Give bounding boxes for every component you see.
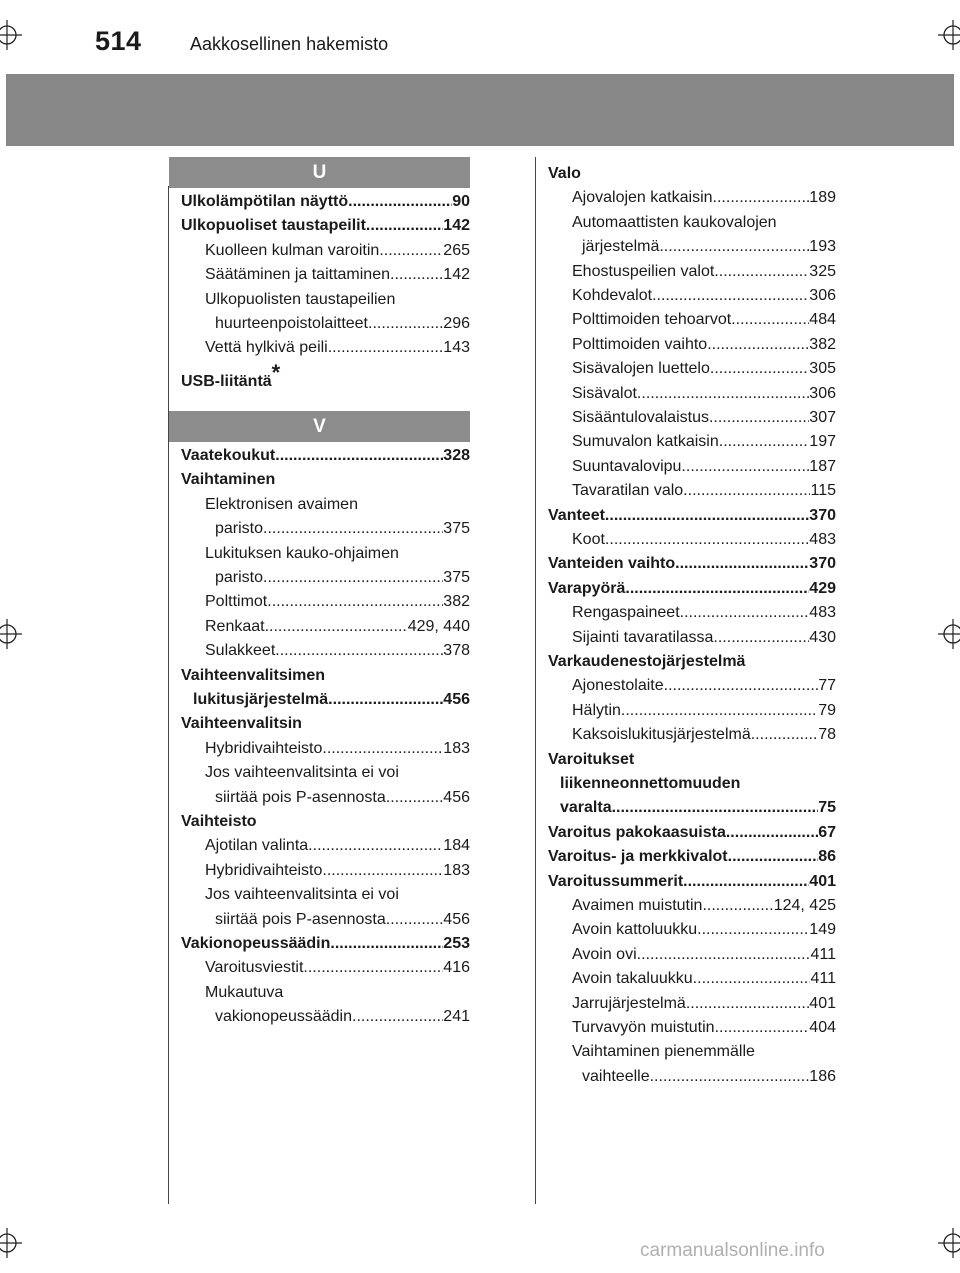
index-entry [205,263,470,287]
registration-mark-mid-right-icon [938,619,960,649]
leader-dots [263,517,443,541]
index-entry [548,504,836,528]
entry-text: Jos vaihteenvalitsinta ei voi [205,764,399,782]
entry-text: Sijainti tavaratilassa [572,628,714,646]
entry-text: Vanteet [548,506,605,524]
page-reference: 404 [809,1019,836,1036]
index-entry [572,357,836,381]
page-reference: 186 [809,1067,836,1085]
page-reference: 296 [443,315,470,332]
page-reference: 306 [809,287,836,304]
entry-text: Sisävalot [572,384,637,402]
leader-dots [275,444,443,468]
entry-text: Varapyörä [548,579,626,597]
leader-dots [308,834,443,858]
leader-dots [263,566,443,590]
header-band [6,74,954,146]
page-reference: 382 [443,593,470,611]
index-entry [572,430,836,454]
leader-dots [612,796,819,820]
index-entry [205,239,470,263]
page-reference: 183 [443,739,470,757]
page-reference: 325 [809,262,836,280]
leader-dots [625,577,809,601]
page-reference: 483 [809,604,836,622]
page-reference: 305 [809,360,836,378]
entry-text: Varkaudenestojärjestelmä [548,653,746,670]
index-entry [215,517,470,541]
entry-text: Vaihtaminen [181,471,276,489]
leader-dots [386,908,444,932]
registration-mark-top-left-icon [0,20,22,50]
entry-text: siirtää pois P-asennosta [215,788,386,806]
page-number: 514 [95,26,142,56]
index-entry [572,992,836,1016]
index-entry [572,406,836,430]
entry-text: Vaatekoukut [181,447,276,464]
page-reference: 124, 425 [773,897,836,914]
index-entry [181,932,470,956]
page-reference: 370 [809,555,836,573]
index-entry [181,810,470,834]
page-reference: 189 [809,189,836,207]
page-reference: 142 [443,217,470,235]
index-entry [205,834,470,858]
index-entry [181,361,470,394]
leader-dots [715,1016,810,1040]
leader-dots [710,357,809,381]
page-reference: 416 [443,959,470,977]
index-entry [181,214,470,238]
index-entry [548,162,836,186]
entry-text: Varoitussummerit [548,872,684,890]
index-entry [548,748,836,772]
section-header-u: U [169,157,470,188]
page-reference: 253 [443,935,470,952]
page-reference: 184 [443,837,470,855]
leader-dots [330,932,443,956]
index-entry [205,288,470,312]
leader-dots [605,504,809,528]
entry-text: Valo [548,165,581,182]
leader-dots [352,1005,443,1029]
entry-text: lukitusjärjestelmä [193,691,329,708]
entry-text: Polttimot [205,593,268,611]
leader-dots [379,239,443,263]
page-reference: 307 [809,409,836,426]
index-entry [181,664,470,688]
page-reference: 378 [443,642,470,660]
leader-dots [386,786,444,810]
leader-dots [697,918,809,942]
leader-dots [686,992,809,1016]
entry-text: Ajovalojen katkaisin [572,189,713,207]
page-reference: 265 [443,241,470,259]
entry-text: Säätäminen ja taittaminen [205,266,390,284]
entry-text: Avoin kattoluukku [572,921,698,939]
entry-text: järjestelmä [582,238,660,256]
entry-text: Vaihtaminen pienemmälle [572,1043,755,1061]
index-entry [572,308,836,332]
page-reference: 193 [809,238,836,256]
index-entry [572,894,836,918]
entry-text: Automaattisten kaukovalojen [572,213,777,231]
leader-dots [328,688,443,712]
page-reference: 401 [809,994,836,1012]
entry-text: Vaihteisto [181,813,257,830]
leader-dots [713,186,810,210]
entry-text: Kohdevalot [572,287,653,304]
entry-text: Polttimoiden vaihto [572,335,708,353]
entry-text: paristo [215,569,264,586]
index-entry [572,333,836,357]
leader-dots [681,455,809,479]
leader-dots [713,626,809,650]
index-entry [181,468,470,492]
leader-dots [275,639,443,663]
entry-text: Vettä hylkivä peili [205,339,328,357]
leader-dots [702,894,773,918]
leader-dots [675,552,809,576]
leader-dots [709,406,809,430]
entry-text: Sulakkeet [205,642,276,660]
index-entry [572,260,836,284]
leader-dots [683,870,809,894]
leader-dots [368,312,443,336]
leader-dots [650,1065,810,1089]
entry-text: vakionopeussäädin [215,1008,352,1026]
index-entry [572,626,836,650]
entry-text: Vaihteenvalitsimen [181,666,326,684]
index-entry [548,870,836,894]
index-entry [560,772,836,796]
index-entry [215,566,470,590]
page-reference: 382 [809,335,836,353]
registration-mark-bottom-left-icon [0,1228,22,1258]
page-reference: 328 [443,447,470,464]
leader-dots [680,601,810,625]
entry-text: Ulkolämpötilan näyttö [181,193,349,210]
index-entry [181,712,470,736]
page-reference: 401 [809,872,836,890]
page-reference: 411 [810,945,836,963]
entry-text: Vaihteenvalitsin [181,715,302,733]
index-entry [205,336,470,360]
entry-text: varalta [560,799,612,817]
page-header [0,0,960,66]
entry-text: Elektronisen avaimen [205,495,358,513]
entry-text: Avoin takaluukku [572,970,693,988]
entry-text: Avoin ovi [572,945,637,963]
page-reference: 456 [443,910,470,928]
page-reference: 86 [818,848,836,866]
index-entry [548,845,836,869]
page-reference: 79 [818,701,836,719]
entry-text: liikenneonnettomuuden [560,775,741,792]
page-reference: 456 [443,691,470,708]
entry-text: Vakionopeussäädin [181,935,331,952]
page-reference: 115 [810,482,836,500]
registration-mark-bottom-right-icon [938,1228,960,1258]
entry-text: Sisääntulovalaistus [572,409,709,426]
index-entry [205,981,470,1005]
entry-text: Hybridivaihteisto [205,861,323,879]
index-entry [215,1005,470,1029]
entry-text: Avaimen muistutin [572,897,703,914]
leader-dots [605,528,809,552]
leader-dots [652,284,809,308]
middle-column-rule [535,157,536,1204]
index-entry [572,1040,836,1064]
page-reference: 77 [818,677,836,695]
entry-text: Renkaat [205,617,265,635]
page-reference: 67 [818,823,836,841]
entry-text: Hälytin [572,701,621,719]
index-entry [572,1016,836,1040]
index-entry [572,528,836,552]
section-header-v: V [169,411,470,442]
leader-dots [322,737,443,761]
index-entry [560,796,836,820]
page-reference: 149 [809,921,836,939]
index-entry [572,918,836,942]
entry-text: Suuntavalovipu [572,457,682,475]
entry-text: vaihteelle [582,1067,650,1085]
leader-dots [714,260,809,284]
leader-dots [366,214,443,238]
entry-text: Ulkopuoliset taustapeilit [181,217,366,235]
index-entry [572,211,836,235]
leader-dots [390,263,443,287]
leader-dots [659,235,809,259]
entry-text: Varoitus- ja merkkivalot [548,848,728,866]
entry-text: Jarrujärjestelmä [572,994,686,1012]
entry-text: Mukautuva [205,983,284,1001]
page-reference: 430 [809,628,836,646]
index-entry [205,737,470,761]
index-entry [215,786,470,810]
index-entry [572,723,836,747]
index-entry [205,615,470,639]
entry-text: Lukituksen kauko-ohjaimen [205,544,399,562]
left-column-rule [168,186,169,1204]
page-reference: 456 [443,788,470,806]
index-entry [205,493,470,517]
page-reference: 187 [809,457,836,475]
entry-text: Kuolleen kulman varoitin [205,241,380,259]
index-entry [572,967,836,991]
index-entry [181,444,470,468]
index-entry [548,577,836,601]
leader-dots [348,190,452,214]
index-entry [548,552,836,576]
entry-text: Vanteiden vaihto [548,555,676,573]
page-title: Aakkosellinen hakemisto [190,34,389,54]
leader-dots [683,479,810,503]
index-entry [582,235,836,259]
entry-text: Rengaspaineet [572,604,680,622]
page-reference: 197 [809,433,836,451]
leader-dots [726,821,818,845]
index-entry [582,1065,836,1089]
page-reference: 429 [809,579,836,597]
page-reference: 183 [443,861,470,879]
entry-text: Sisävalojen luettelo [572,360,710,378]
entry-text: Varoitus pakokaasuista [548,823,726,841]
index-entry [572,186,836,210]
entry-text: Sumuvalon katkaisin [572,433,719,451]
entry-text: Ulkopuolisten taustapeilien [205,290,396,308]
leader-dots [303,956,443,980]
entry-text: Varoitusviestit [205,959,304,977]
index-entry [548,650,836,674]
leader-dots [707,333,809,357]
entry-text: Varoitukset [548,750,635,768]
index-entry [181,190,470,214]
watermark: carmanualsonline.info [640,1240,825,1261]
index-entry [572,382,836,406]
page-reference: 429, 440 [407,617,470,635]
index-entry [205,883,470,907]
page-reference: 142 [443,266,470,284]
index-entry [215,312,470,336]
entry-text: Tavaratilan valo [572,482,684,500]
entry-text: Ajotilan valinta [205,837,309,855]
leader-dots [621,699,818,723]
leader-dots [322,859,443,883]
page-reference: 483 [809,531,836,548]
index-entry [215,908,470,932]
entry-text: Ehostuspeilien valot [572,262,715,280]
entry-text: huurteenpoistolaitteet [215,315,368,332]
entry-text: siirtää pois P-asennosta [215,910,386,928]
index-entry [205,542,470,566]
leader-dots [728,845,819,869]
leader-dots [751,723,818,747]
page-reference: 306 [809,384,836,402]
entry-text: Hybridivaihteisto [205,739,323,757]
entry-text: Ajonestolaite [572,677,664,695]
index-entry [572,479,836,503]
page-reference: 411 [810,970,836,988]
leader-dots [267,590,443,614]
page-reference: 78 [818,726,836,744]
index-entry [572,674,836,698]
registration-mark-top-right-icon [938,20,960,50]
entry-text: USB-liitäntä [181,372,272,390]
entry-text: Polttimoiden tehoarvot [572,311,732,329]
index-entry [548,821,836,845]
entry-text: Koot [572,531,605,548]
leader-dots [637,382,809,406]
entry-text: Jos vaihteenvalitsinta ei voi [205,886,399,904]
leader-dots [328,336,444,360]
page-reference: 484 [809,311,836,329]
entry-text: Turvavyön muistutin [572,1019,715,1036]
index-entry [193,688,470,712]
entry-text: paristo [215,520,264,538]
index-entry [205,761,470,785]
page-reference: 241 [443,1008,470,1026]
index-entry [205,859,470,883]
index-entry [572,601,836,625]
index-entry [572,943,836,967]
footnote-asterisk: * [271,359,281,385]
registration-mark-mid-left-icon [0,619,22,649]
index-entry [572,699,836,723]
page-reference: 370 [809,506,836,524]
index-entry [572,284,836,308]
entry-text: Kaksoislukitusjärjestelmä [572,726,751,744]
index-entry [572,455,836,479]
leader-dots [637,943,811,967]
page-reference: 90 [452,193,470,210]
index-entry [205,590,470,614]
page-reference: 375 [443,520,470,538]
leader-dots [731,308,809,332]
leader-dots [693,967,811,991]
index-entry [205,956,470,980]
index-entry [205,639,470,663]
page-reference: 375 [443,569,470,586]
leader-dots [719,430,810,454]
page-reference: 143 [443,339,470,357]
leader-dots [664,674,819,698]
leader-dots [265,615,408,639]
page-reference: 75 [818,799,836,817]
